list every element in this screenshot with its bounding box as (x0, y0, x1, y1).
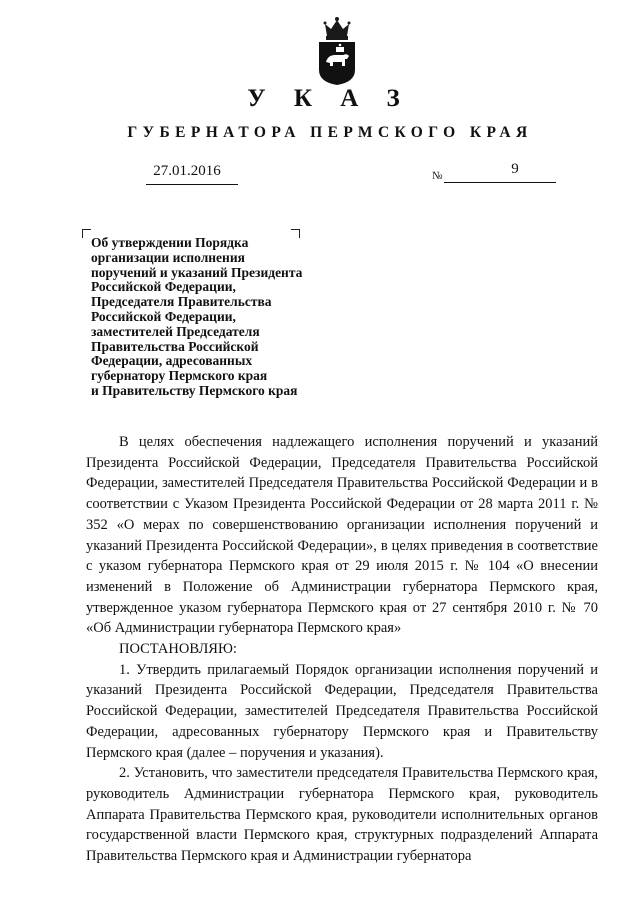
subject-line: Российской Федерации, (91, 308, 236, 324)
decree-subject (91, 236, 336, 399)
subject-line: организации исполнения (91, 249, 245, 265)
clause-2: 2. Установить, что заместители председателя Правительства Пермского края, руководитель Администрации губернатора Пермского края, руководитель Аппарата Правительства Пермского края, руководители исполнительных органов государственной власти Пермского края, структурных подразделений Аппарата Правительства Пермского края и Администрации губернатора (86, 765, 598, 865)
subject-line: губернатору Пермского края (91, 368, 268, 384)
number-sign: № (432, 170, 443, 182)
subject-line: Российской Федерации, (91, 279, 236, 295)
subject-line: Председателя Правительства (91, 294, 272, 310)
date-underline (146, 184, 238, 185)
decree-word: ПОСТАНОВЛЯЮ: (119, 641, 237, 658)
decree-date: 27.01.2016 (153, 163, 221, 179)
date-field (128, 162, 238, 185)
decree-number: 9 (511, 161, 519, 177)
subject-line: Федерации, адресованных (91, 353, 253, 369)
decree-body (86, 432, 598, 867)
decree-title: У К А З (247, 85, 411, 112)
subject-line: Правительства Российской (91, 338, 259, 354)
perm-krai-coat-of-arms-icon (316, 14, 358, 86)
issuing-authority: ГУБЕРНАТОРА ПЕРМСКОГО КРАЯ (127, 124, 533, 141)
preamble-paragraph: В целях обеспечения надлежащего исполнения поручений и указаний Президента Российской Федерации, Председателя Правительства Российской Федерации, заместителей Председателя Правительства Российской Федерации и в соответствии с Указом Президента Российской Федерации от 28 марта 2011 г. № 352 «О мерах по совершенствованию организации исполнения поручений и указаний Президента Российской Федерации», в целях приведения в соответствие с указом губернатора Пермского края от 29 июля 2015 г. № 104 «О внесении изменений в Положение об Администрации губернатора Пермского края, утвержденное указом губернатора Пермского края от 27 сентября 2010 г. № 70 «Об Администрации губернатора Пермского края» (86, 434, 598, 637)
subject-line: поручений и указаний Президента (91, 264, 303, 280)
number-underline (444, 182, 556, 183)
number-field (444, 160, 556, 183)
subject-bracket-left (82, 229, 91, 238)
subject-line: и Правительству Пермского края (91, 382, 298, 398)
subject-line: Об утверждении Порядка (91, 235, 249, 250)
subject-line: заместителей Председателя (91, 323, 260, 339)
clause-1: 1. Утвердить прилагаемый Порядок организации исполнения поручений и указаний Президента Российской Федерации, Председателя Правительства Российской Федерации, заместителей Председателя Правительства Российской Федерации, адресованных губернатору Пермского края и Правительству Пермского края (далее – поручения и указания). (86, 661, 598, 761)
